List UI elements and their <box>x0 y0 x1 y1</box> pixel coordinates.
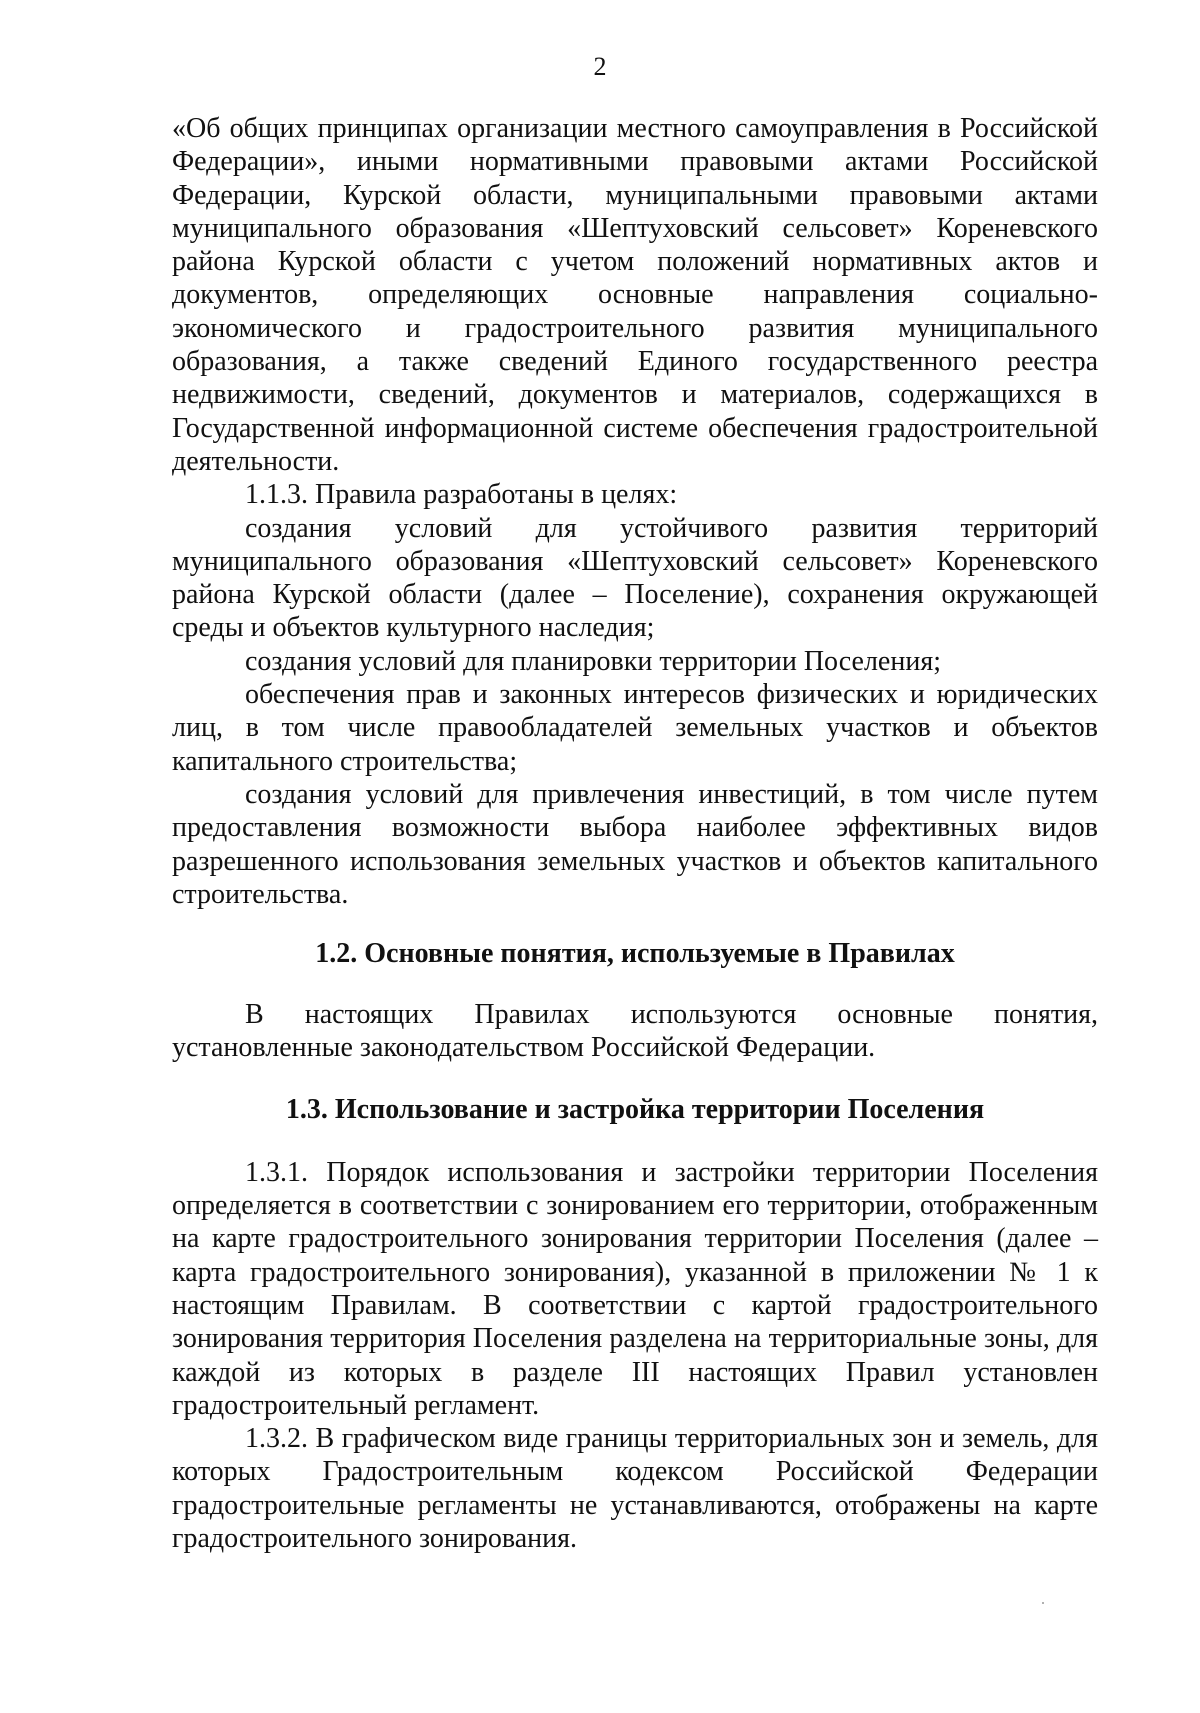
section-heading-1-2: 1.2. Основные понятия, используемые в Правилах <box>315 938 955 970</box>
list-item-investments: создания условий для привлечения инвестиций, в том числе путем предоставления возможности выбора наиболее эффективных видов разрешенного использования земельных участков и объектов капитального строительства. <box>172 778 1098 910</box>
scan-speck <box>1042 1602 1044 1604</box>
section-1-2-text: В настоящих Правилах используются основные понятия, установленные законодательством Российской Федерации. <box>172 999 1098 1064</box>
paragraph-1-3-1: 1.3.1. Порядок использования и застройки территории Поселения определяется в соответствии с зонированием его территории, отображенным на карте градостроительного зонирования территории Поселения (далее – карта градостроительного зонирования), указанной в приложении № 1 к настоящим Правилам. В соответствии с картой градостроительного зонирования территория Поселения разделена на территориальные зоны, для каждой из которых в разделе III настоящих Правил установлен градостроительный регламент. <box>172 1156 1098 1421</box>
section-heading-1-3: 1.3. Использование и застройка территории Поселения <box>285 1093 985 1125</box>
list-item-sustainable-development: создания условий для устойчивого развития территорий муниципального образования «Шептуховский сельсовет» Кореневского района Курской области (далее – Поселение), сохранения окружающей среды и объектов культурного наследия; <box>172 512 1098 644</box>
paragraph-1-3-2: 1.3.2. В графическом виде границы территориальных зон и земель, для которых Градостроительным кодексом Российской Федерации градостроительные регламенты не устанавливаются, отображены на карте градостроительного зонирования. <box>172 1423 1098 1554</box>
list-item-rights: обеспечения прав и законных интересов физических и юридических лиц, в том числе правообладателей земельных участков и объектов капитального строительства; <box>172 679 1098 777</box>
paragraph-1-1-3: 1.1.3. Правила разработаны в целях: <box>245 479 678 511</box>
paragraph-continuation: «Об общих принципах организации местного самоуправления в Российской Федерации», иными нормативными правовыми актами Российской Федерации, Курской области, муниципальными правовыми актами муниципального образования «Шептуховский сельсовет» Кореневского района Курской области с учетом положений нормативных актов и документов, определяющих основные направления социально-экономического и градостроительного развития муниципального образования, а также сведений Единого государственного реестра недвижимости, сведений, документов и материалов, содержащихся в Государственной информационной системе обеспечения градостроительной деятельности. <box>172 113 1098 477</box>
document-body <box>172 112 1098 1555</box>
list-item-planning: создания условий для планировки территории Поселения; <box>245 645 941 677</box>
page-number: 2 <box>593 52 607 81</box>
